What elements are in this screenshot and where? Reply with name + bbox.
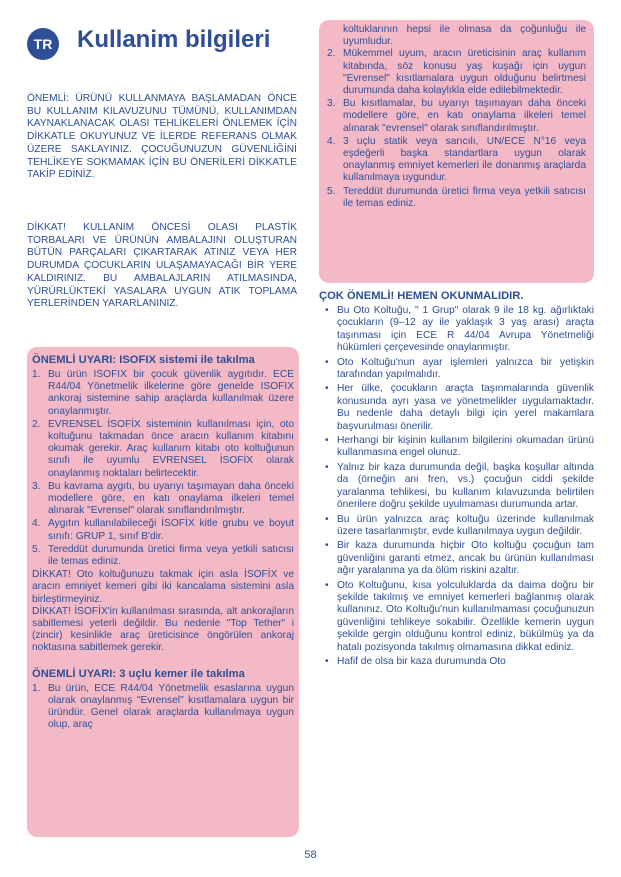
item-text: 3 uçlu statik veya sarıcılı, UN/ECE N°16 veya eşdeğerli başka standartlara uygun olarak onaylanmış emniyet kemerleri ile donanmış araçlarda kullanılmaya uygundur. xyxy=(343,135,586,184)
list-item xyxy=(32,369,294,418)
belt-heading: ÖNEMLİ UYARI: 3 uçlu kemer ile takılma xyxy=(32,667,245,680)
item-text: Oto Koltuğunu, kısa yolculuklarda da daima doğru bir şekilde takılmış ve emniyet kemerleri bağlanmış olarak kullanınız. Oto Koltuğu'nun kullanılmaması çocuğunuzun güvenliğini tehlikeye sokabilir. Özellikle kemerin uygun şekilde gergin olduğunu kontrol ediniz, bükülmüş ya da hatalı pozisyonda takılmış olmamasına dikkat ediniz. xyxy=(337,579,594,653)
belt-list xyxy=(32,683,294,732)
list-item xyxy=(32,683,294,732)
bullet-icon: • xyxy=(325,383,329,395)
list-item xyxy=(319,383,594,433)
bullet-icon: • xyxy=(325,513,329,525)
item-text: Tereddüt durumunda üretici firma veya yetkili satıcısı ile temas ediniz. xyxy=(343,185,586,209)
item-number: 3. xyxy=(32,480,41,492)
belt-warning-box-continued xyxy=(319,20,594,283)
item-text: Yalnız bir kaza durumunda değil, başka koşullar altında da (örneğin ani fren, vs.) çocuğun ciddi şekilde yaralanma tehlikesi, bu kullanım kılavuzunda belirtilen önerilere doğru şekilde uyulmaması durumunda artar. xyxy=(337,461,594,511)
item-text: Bir kaza durumunda hiçbir Oto koltuğu çocuğun tam güvenliğini garanti etmez, ancak bu ürünün kullanılması ağır yaralanma ya da ölüm riskini azaltır. xyxy=(337,540,594,577)
bullet-icon: • xyxy=(325,579,329,591)
item-number: 5. xyxy=(327,185,336,197)
isofix-heading: ÖNEMLİ UYARI: ISOFIX sistemi ile takılma xyxy=(32,354,255,366)
item-text: Aygıtın kullanılabileceği İSOFİX kitle grubu ve boyut sınıfı: GRUP 1, sınıf B'dir. xyxy=(48,518,294,542)
bullet-icon: • xyxy=(325,655,329,667)
list-item xyxy=(32,518,294,542)
page-title: Kullanim bilgileri xyxy=(77,26,271,53)
list-item xyxy=(32,544,294,568)
item-number: 1. xyxy=(32,369,41,380)
belt-list-continued xyxy=(327,48,586,210)
intro-important-paragraph: ÖNEMLİ: ÜRÜNÜ KULLANMAYA BAŞLAMADAN ÖNCE BU KULLANIM KILAVUZUNU TÜMÜNÜ, KULLANIMDAN KAYNAKLANACAK OLASI TEHLİKELERİ ÖNLEMEK İÇİN DİKKATLE OKUYUNUZ VE İLERDE REFERANS OLMAK ÜZERE SAKLAYINIZ. ÇOCUĞUNUZUN GÜVENLİĞİNİ TEHLİKEYE SOKMAMAK İÇİN BU ÖNERİLERİ DİKKATLE TAKİP EDİNİZ. xyxy=(27,93,297,181)
intro-warning-paragraph: DİKKAT! KULLANIM ÖNCESİ OLASI PLASTİK TORBALARI VE ÜRÜNÜN AMBALAJINI OLUŞTURAN BÜTÜN PARÇALARI ÇIKARTARAK ATINIZ VEYA HER DURUMDA ÇOCUKLARIN ULAŞAMAYACAĞI BİR YERE KALDIRINIZ. BU AMBALAJLARIN ATILMASINDA, YÜRÜRLÜKTEKİ YASALARA UYGUN ATIK TOPLAMA YERLERİNDEN YARARLANINIZ. xyxy=(27,222,297,310)
item-number: 4. xyxy=(32,518,41,530)
list-item xyxy=(32,481,294,518)
item-text: Tereddüt durumunda üretici firma veya yetkili satıcısı ile temas ediniz. xyxy=(48,543,294,568)
isofix-list xyxy=(32,369,294,568)
item-text: Bu kısıtlamalar, bu uyarıyı taşımayan daha önceki modellere göre, en katı onaylama ilkeleri temel alınarak "evrensel" olarak sınıflandırılmıştır. xyxy=(343,98,586,134)
important-heading: ÇOK ÖNEMLİ! HEMEN OKUNMALIDIR. xyxy=(319,290,524,302)
list-item xyxy=(32,419,294,480)
item-number: 5. xyxy=(32,543,41,555)
item-text: Bu kavrama aygıtı, bu uyarıyı taşımayan daha önceki modellere göre, en katı onaylama ilkeleri temel alınarak "Evrensel" olarak sınıflandırılmıştır. xyxy=(48,480,294,517)
list-item xyxy=(327,98,586,135)
bullet-icon: • xyxy=(325,540,329,552)
item-text: Her ülke, çocukların araçta taşınmalarında güvenlik konusunda ayrı yasa ve yönetmelikler uygulamaktadır. Bu nedenle daha detaylı bilgi için yerel makamlara başvurulması önerilir. xyxy=(337,383,594,432)
list-item xyxy=(319,656,594,668)
important-bullet-list xyxy=(319,305,594,670)
list-item xyxy=(327,136,586,185)
isofix-caution-2: DİKKAT! İSOFİX'in kullanılması sırasında, alt ankorajların sabitlemesi yeterli değildir. Bu nedenle "Top Tether" i (zincir) kesinlikle araç üreticisince öngörülen ankoraj noktasına sabitlemek gerekir. xyxy=(32,605,294,654)
item-text: Oto Koltuğu'nun ayar işlemleri yalnızca bir yetişkin tarafından yapılmalıdır. xyxy=(337,356,594,381)
language-badge: TR xyxy=(27,28,59,60)
isofix-warning-box xyxy=(27,347,299,837)
bullet-icon: • xyxy=(325,356,329,368)
list-item xyxy=(319,435,594,460)
item-text: Bu ürün ISOFIX bir çocuk güvenlik aygıtıdır. ECE R44/04 Yönetmelik ilkelerine göre genelde ISOFIX ankoraj sistemine sahip araçlarda kullanılmak üzere onaylanmıştır. xyxy=(48,369,294,417)
bullet-icon: • xyxy=(325,305,329,316)
list-item xyxy=(327,48,586,97)
item-number: 3. xyxy=(327,98,336,110)
item-text: Mükemmel uyum, aracın üreticisinin araç kullanım kitabında, söz konusu yaş kuşağı için uygun "Evrensel" kısıtlamalara uygun olduğunu belirtmesi durumunda daha kolaylıkla elde edilebilmektedir. xyxy=(343,48,586,97)
item-number: 1. xyxy=(32,682,41,694)
item-text: Bu ürün, ECE R44/04 Yönetmelik esaslarına uygun olarak onaylanmış "Evrensel" kısıtlamalara uygun bir üründür. Genel olarak araçlarda kullanılmaya uygun olup, araç xyxy=(48,682,294,731)
item-text: Bu ürün yalnızca araç koltuğu üzerinde kullanılmak üzere tasarlanmıştır, evde kullanılmaya uygun değildir. xyxy=(337,513,594,537)
list-item xyxy=(327,186,586,210)
list-item xyxy=(319,540,594,577)
item-text: Hafif de olsa bir kaza durumunda Oto xyxy=(337,655,506,667)
item-text: EVRENSEL İSOFİX sisteminin kullanılması için, oto koltuğunu takmadan önce aracın kullanım kitabını okumak gerekir. Araç kullanım kitabı oto koltuğunun sınıfı ile uyumlu EVRENSEL İSOFİX olarak onaylanmış noktaları belirtecektir. xyxy=(48,418,294,479)
item-number: 4. xyxy=(327,135,336,147)
list-item xyxy=(319,514,594,539)
list-item xyxy=(319,357,594,382)
list-item xyxy=(319,462,594,512)
list-item xyxy=(319,580,594,654)
bullet-icon: • xyxy=(325,461,329,473)
bullet-icon: • xyxy=(325,435,329,447)
belt-continuation-text: koltuklarının hepsi ile olmasa da çoğunluğu ile uyumludur. xyxy=(343,24,586,48)
item-text: Bu Oto Koltuğu, " 1 Grup" olarak 9 ile 18 kg. ağırlıktaki çocukların (9–12 ay ile yaklaşık 3 yaş arası) araçta taşınması için ECE R 44/04 Avrupa Yönetmeliği hükümleri çerçevesinde onaylanmıştır. xyxy=(337,305,594,354)
item-text: Herhangi bir kişinin kullanım bilgilerini okumadan ürünü kullanmasına engel olunuz. xyxy=(337,435,594,459)
isofix-caution-1: DİKKAT! Oto koltuğunuzu takmak için asla İSOFİX ve aracın emniyet kemeri gibi iki kancalama sistemini asla birleştirmeyiniz. xyxy=(32,569,294,605)
item-number: 2. xyxy=(32,418,41,430)
list-item xyxy=(319,305,594,355)
page-number: 58 xyxy=(304,849,317,861)
item-number: 2. xyxy=(327,48,336,60)
